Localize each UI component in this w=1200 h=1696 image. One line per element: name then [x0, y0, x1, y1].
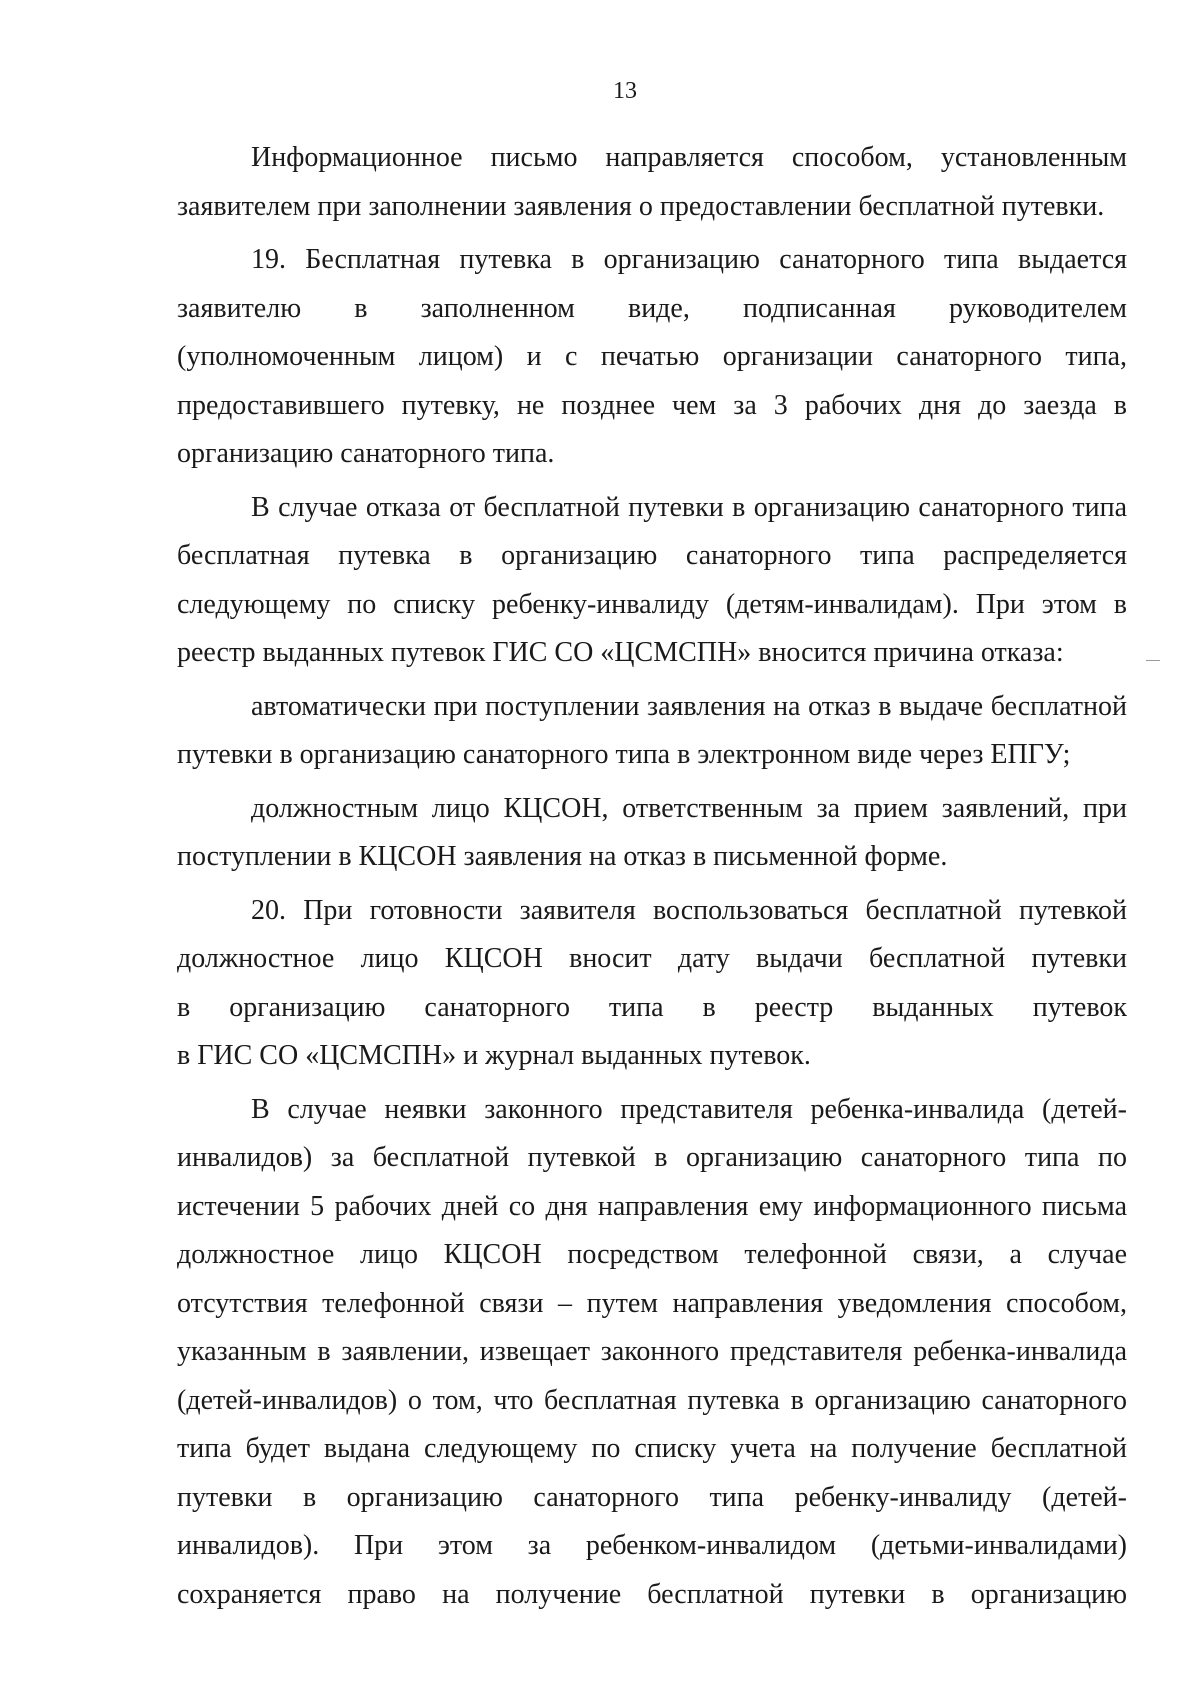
text-line: путевки в организацию санаторного типа ребенку-инвалиду (детей-: [177, 1481, 1127, 1513]
text-line: заявителю в заполненном виде, подписанная руководителем: [177, 292, 1127, 324]
scan-artifact-mark: [1146, 660, 1160, 661]
text-line: предоставившего путевку, не позднее чем за 3 рабочих дня до заезда в: [177, 389, 1127, 421]
text-line: в ГИС СО «ЦСМСПН» и журнал выданных путевок.: [177, 1040, 811, 1071]
text-line: типа будет выдана следующему по списку учета на получение бесплатной: [177, 1433, 1127, 1464]
text-line: истечении 5 рабочих дней со дня направления ему информационного письма: [177, 1190, 1127, 1222]
text-line: 20. При готовности заявителя воспользоваться бесплатной путевкой: [251, 894, 1127, 926]
text-line: организацию санаторного типа.: [177, 438, 555, 469]
text-line: поступлении в КЦСОН заявления на отказ в письменной форме.: [177, 841, 948, 872]
text-line: инвалидов) за бесплатной путевкой в организацию санаторного типа по: [177, 1142, 1127, 1173]
text-line: заявителем при заполнении заявления о предоставлении бесплатной путевки.: [177, 190, 1105, 222]
text-line: бесплатная путевка в организацию санаторного типа распределяется: [177, 540, 1127, 571]
text-line: указанным в заявлении, извещает законного представителя ребенка-инвалида: [177, 1336, 1127, 1367]
paragraph: [177, 1086, 1127, 1620]
paragraph: [177, 484, 1127, 678]
text-line: путевки в организацию санаторного типа в электронном виде через ЕПГУ;: [177, 739, 1071, 770]
paragraph: [177, 134, 1127, 231]
text-line: должностным лицо КЦСОН, ответственным за прием заявлений, при: [251, 792, 1127, 824]
paragraph: [177, 236, 1127, 479]
text-line: должностное лицо КЦСОН посредством телефонной связи, а случае: [177, 1239, 1127, 1270]
text-line: следующему по списку ребенку-инвалиду (детям-инвалидам). При этом в: [177, 588, 1127, 620]
document-body: [177, 134, 1127, 1619]
text-line: инвалидов). При этом за ребенком-инвалидом (детьми-инвалидами): [177, 1530, 1127, 1561]
text-line: автоматически при поступлении заявления на отказ в выдаче бесплатной: [251, 690, 1127, 722]
text-line: реестр выданных путевок ГИС СО «ЦСМСПН» вносится причина отказа:: [177, 637, 1064, 668]
text-line: должностное лицо КЦСОН вносит дату выдачи бесплатной путевки: [177, 943, 1127, 974]
page-number: 13: [613, 78, 637, 104]
text-line: Информационное письмо направляется способом, установленным: [251, 142, 1127, 173]
text-line: сохраняется право на получение бесплатной путевки в организацию: [177, 1578, 1127, 1610]
text-line: В случае отказа от бесплатной путевки в организацию санаторного типа: [251, 491, 1127, 523]
paragraph: [177, 683, 1127, 780]
text-line: отсутствия телефонной связи – путем направления уведомления способом,: [177, 1287, 1127, 1319]
paragraph: [177, 785, 1127, 882]
text-line: (уполномоченным лицом) и с печатью организации санаторного типа,: [177, 341, 1127, 372]
text-line: 19. Бесплатная путевка в организацию санаторного типа выдается: [251, 244, 1127, 275]
paragraph: [177, 887, 1127, 1081]
text-line: (детей-инвалидов) о том, что бесплатная путевка в организацию санаторного: [177, 1384, 1127, 1416]
text-line: в организацию санаторного типа в реестр выданных путевок: [177, 991, 1127, 1023]
text-line: В случае неявки законного представителя ребенка-инвалида (детей-: [251, 1093, 1127, 1125]
